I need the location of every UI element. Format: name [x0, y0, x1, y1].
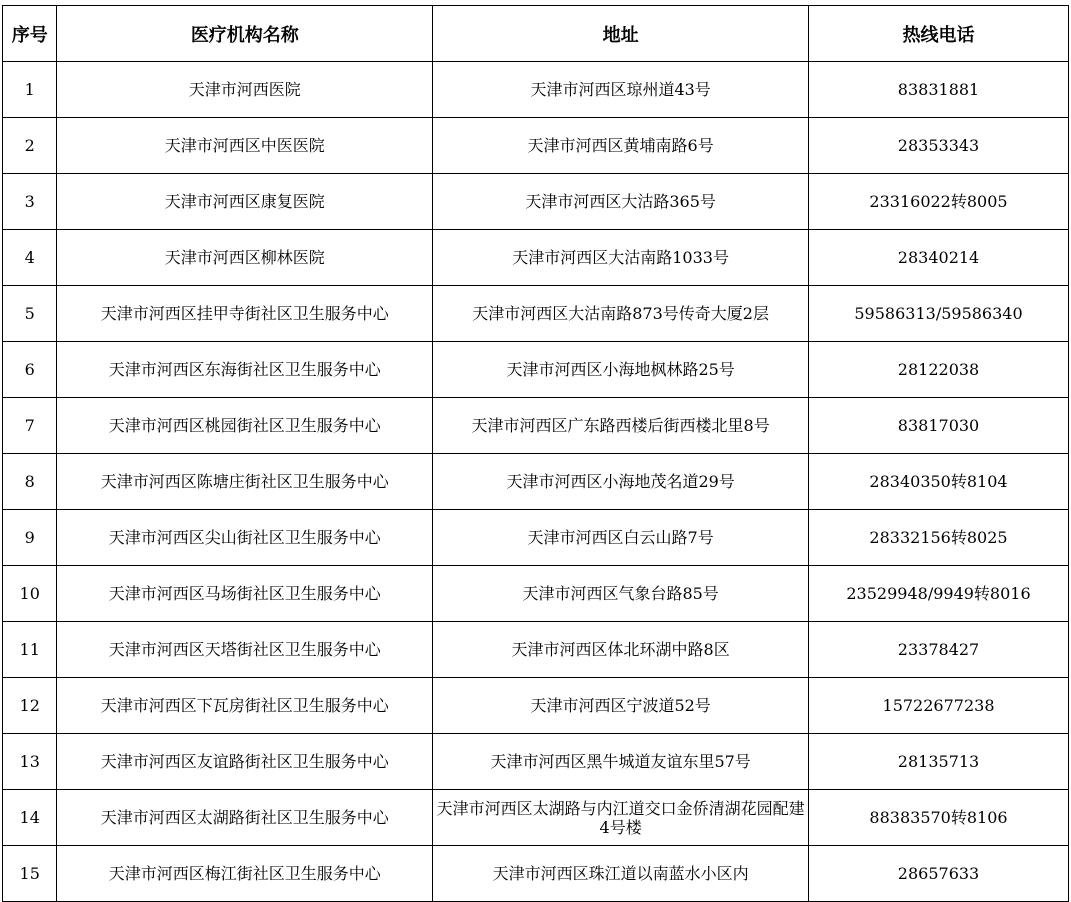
table-row [3, 678, 1069, 734]
table-row [3, 230, 1069, 286]
header-serial: 序号 [3, 6, 57, 62]
cell-institution-name: 天津市河西区天塔街社区卫生服务中心 [57, 622, 433, 678]
cell-hotline: 23316022转8005 [809, 174, 1069, 230]
cell-hotline: 28657633 [809, 846, 1069, 902]
cell-institution-name: 天津市河西区康复医院 [57, 174, 433, 230]
cell-address: 天津市河西区黄埔南路6号 [433, 118, 809, 174]
cell-hotline: 28135713 [809, 734, 1069, 790]
cell-institution-name: 天津市河西区挂甲寺街社区卫生服务中心 [57, 286, 433, 342]
cell-serial: 14 [3, 790, 57, 846]
table-row [3, 118, 1069, 174]
cell-serial: 10 [3, 566, 57, 622]
cell-address: 天津市河西区黑牛城道友谊东里57号 [433, 734, 809, 790]
table-header-row [3, 6, 1069, 62]
cell-institution-name: 天津市河西区尖山街社区卫生服务中心 [57, 510, 433, 566]
medical-institutions-table [2, 5, 1069, 902]
cell-address: 天津市河西区白云山路7号 [433, 510, 809, 566]
header-institution-name: 医疗机构名称 [57, 6, 433, 62]
cell-hotline: 28122038 [809, 342, 1069, 398]
cell-address: 天津市河西区小海地茂名道29号 [433, 454, 809, 510]
cell-hotline: 23378427 [809, 622, 1069, 678]
cell-serial: 1 [3, 62, 57, 118]
table-row [3, 510, 1069, 566]
table-row [3, 342, 1069, 398]
cell-serial: 11 [3, 622, 57, 678]
cell-hotline: 88383570转8106 [809, 790, 1069, 846]
cell-address: 天津市河西区琼州道43号 [433, 62, 809, 118]
cell-serial: 4 [3, 230, 57, 286]
cell-address: 天津市河西区气象台路85号 [433, 566, 809, 622]
table-row [3, 846, 1069, 902]
table-row [3, 622, 1069, 678]
cell-institution-name: 天津市河西区东海街社区卫生服务中心 [57, 342, 433, 398]
cell-hotline: 28340214 [809, 230, 1069, 286]
cell-serial: 7 [3, 398, 57, 454]
cell-serial: 9 [3, 510, 57, 566]
cell-address: 天津市河西区大沽南路1033号 [433, 230, 809, 286]
cell-institution-name: 天津市河西区柳林医院 [57, 230, 433, 286]
cell-institution-name: 天津市河西区陈塘庄街社区卫生服务中心 [57, 454, 433, 510]
cell-institution-name: 天津市河西区下瓦房街社区卫生服务中心 [57, 678, 433, 734]
cell-address: 天津市河西区宁波道52号 [433, 678, 809, 734]
cell-hotline: 23529948/9949转8016 [809, 566, 1069, 622]
cell-institution-name: 天津市河西区马场街社区卫生服务中心 [57, 566, 433, 622]
cell-serial: 5 [3, 286, 57, 342]
cell-address: 天津市河西区大沽南路873号传奇大厦2层 [433, 286, 809, 342]
cell-serial: 12 [3, 678, 57, 734]
cell-address: 天津市河西区体北环湖中路8区 [433, 622, 809, 678]
cell-institution-name: 天津市河西医院 [57, 62, 433, 118]
cell-hotline: 83817030 [809, 398, 1069, 454]
table-row [3, 790, 1069, 846]
cell-address: 天津市河西区珠江道以南蓝水小区内 [433, 846, 809, 902]
table-row [3, 734, 1069, 790]
cell-address: 天津市河西区大沽路365号 [433, 174, 809, 230]
cell-hotline: 83831881 [809, 62, 1069, 118]
cell-address: 天津市河西区小海地枫林路25号 [433, 342, 809, 398]
cell-serial: 13 [3, 734, 57, 790]
table-row [3, 286, 1069, 342]
table-row [3, 62, 1069, 118]
cell-address: 天津市河西区广东路西楼后街西楼北里8号 [433, 398, 809, 454]
header-hotline: 热线电话 [809, 6, 1069, 62]
cell-hotline: 59586313/59586340 [809, 286, 1069, 342]
cell-serial: 8 [3, 454, 57, 510]
cell-serial: 3 [3, 174, 57, 230]
table-row [3, 566, 1069, 622]
cell-hotline: 28332156转8025 [809, 510, 1069, 566]
cell-institution-name: 天津市河西区太湖路街社区卫生服务中心 [57, 790, 433, 846]
cell-serial: 15 [3, 846, 57, 902]
cell-institution-name: 天津市河西区桃园街社区卫生服务中心 [57, 398, 433, 454]
table-row [3, 174, 1069, 230]
cell-hotline: 28340350转8104 [809, 454, 1069, 510]
cell-serial: 6 [3, 342, 57, 398]
cell-institution-name: 天津市河西区友谊路街社区卫生服务中心 [57, 734, 433, 790]
cell-hotline: 28353343 [809, 118, 1069, 174]
table-row [3, 398, 1069, 454]
table-row [3, 454, 1069, 510]
cell-address: 天津市河西区太湖路与内江道交口金侨清湖花园配建4号楼 [433, 790, 809, 846]
cell-hotline: 15722677238 [809, 678, 1069, 734]
cell-institution-name: 天津市河西区中医医院 [57, 118, 433, 174]
header-address: 地址 [433, 6, 809, 62]
cell-serial: 2 [3, 118, 57, 174]
cell-institution-name: 天津市河西区梅江街社区卫生服务中心 [57, 846, 433, 902]
